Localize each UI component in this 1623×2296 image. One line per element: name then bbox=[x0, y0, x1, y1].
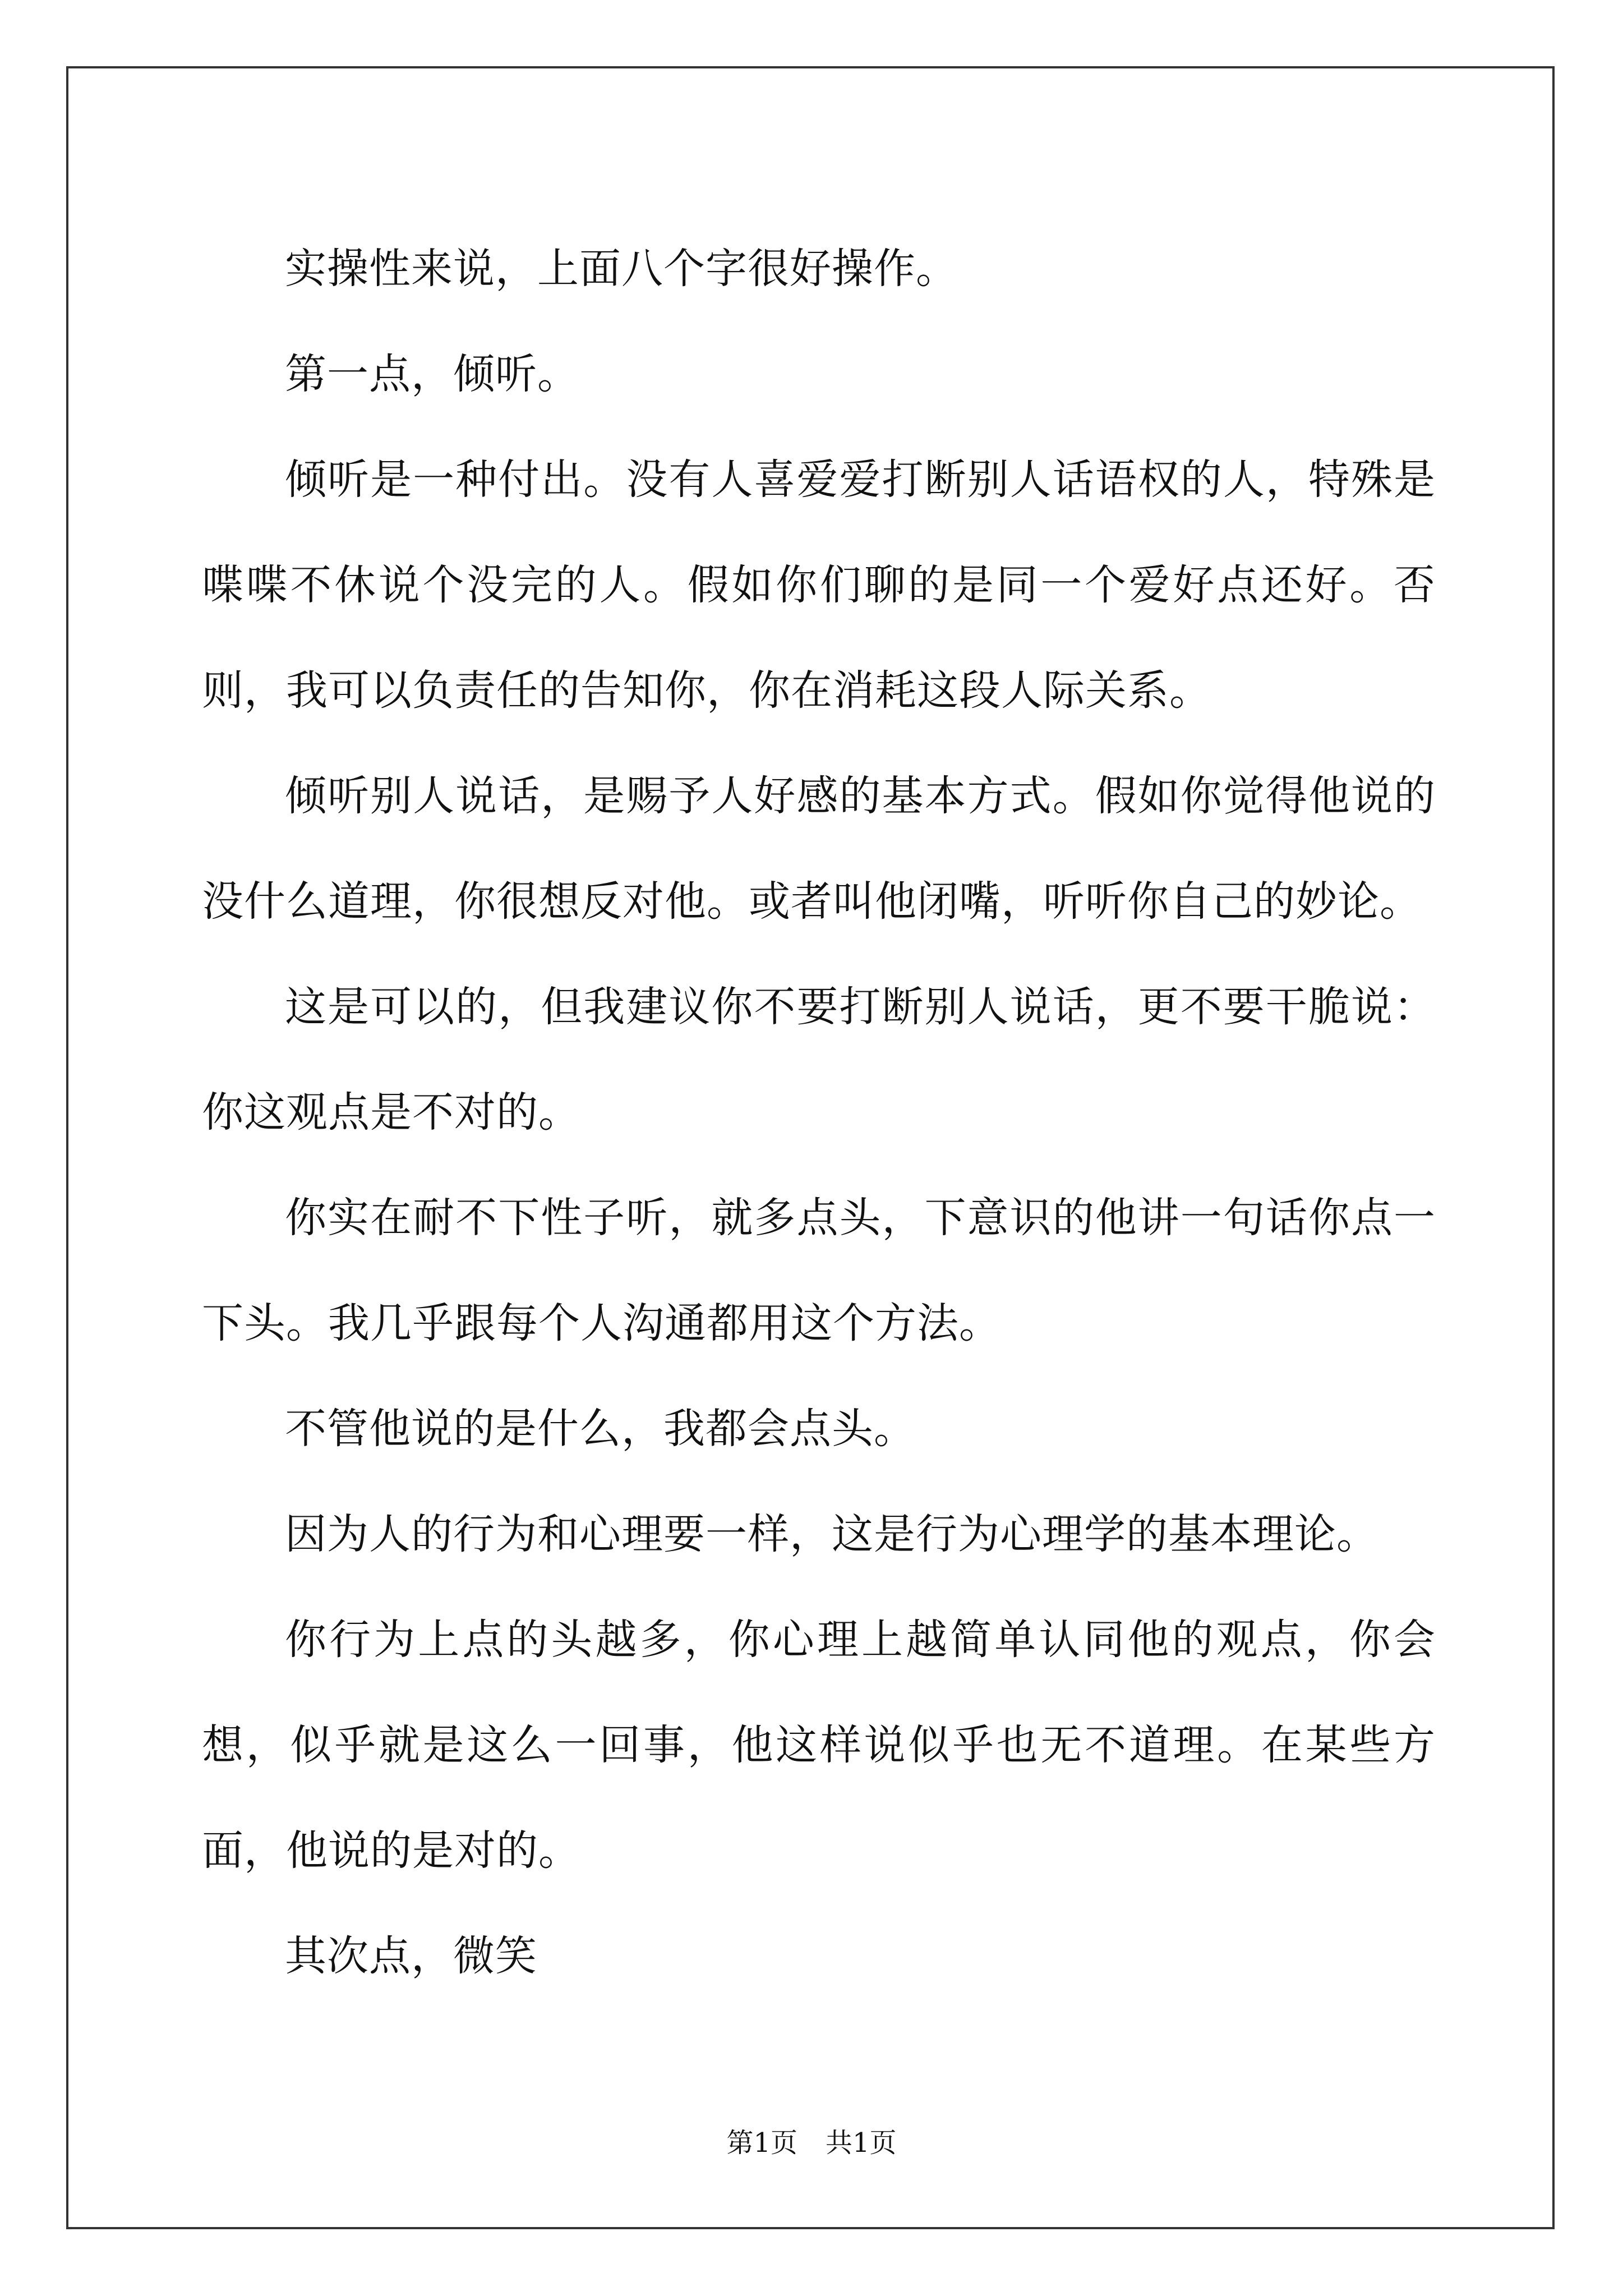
paragraph: 这是可以的，但我建议你不要打断别人说话，更不要干脆说：你这观点是不对的。 bbox=[202, 983, 1436, 1137]
paragraph: 倾听别人说话，是赐予人好感的基本方式。假如你觉得他说的没什么道理，你很想反对他。或者叫他闭嘴，听听你自己的妙论。 bbox=[202, 772, 1436, 926]
paragraph: 实操性来说，上面八个字很好操作。 bbox=[285, 245, 958, 293]
page-total: 共1页 bbox=[826, 2127, 897, 2159]
paragraph: 倾听是一种付出。没有人喜爱爱打断别人话语权的人，特殊是喋喋不休说个没完的人。假如你们聊的是同一个爱好点还好。否则，我可以负责任的告知你，你在消耗这段人际关系。 bbox=[202, 455, 1436, 715]
paragraph: 不管他说的是什么，我都会点头。 bbox=[285, 1405, 916, 1453]
page-footer bbox=[0, 2126, 1623, 2160]
paragraph: 因为人的行为和心理要一样，这是行为心理学的基本理论。 bbox=[285, 1510, 1378, 1558]
document-body bbox=[202, 216, 1436, 2009]
page-number: 第1页 bbox=[726, 2127, 797, 2159]
paragraph: 其次点，微笑 bbox=[285, 1932, 537, 1980]
paragraph: 你行为上点的头越多，你心理上越简单认同他的观点，你会想，似乎就是这么一回事，他这样说似乎也无不道理。在某些方面，他说的是对的。 bbox=[202, 1616, 1436, 1875]
paragraph: 第一点，倾听。 bbox=[285, 350, 579, 398]
paragraph: 你实在耐不下性子听，就多点头，下意识的他讲一句话你点一下头。我几乎跟每个人沟通都用这个方法。 bbox=[202, 1194, 1436, 1347]
